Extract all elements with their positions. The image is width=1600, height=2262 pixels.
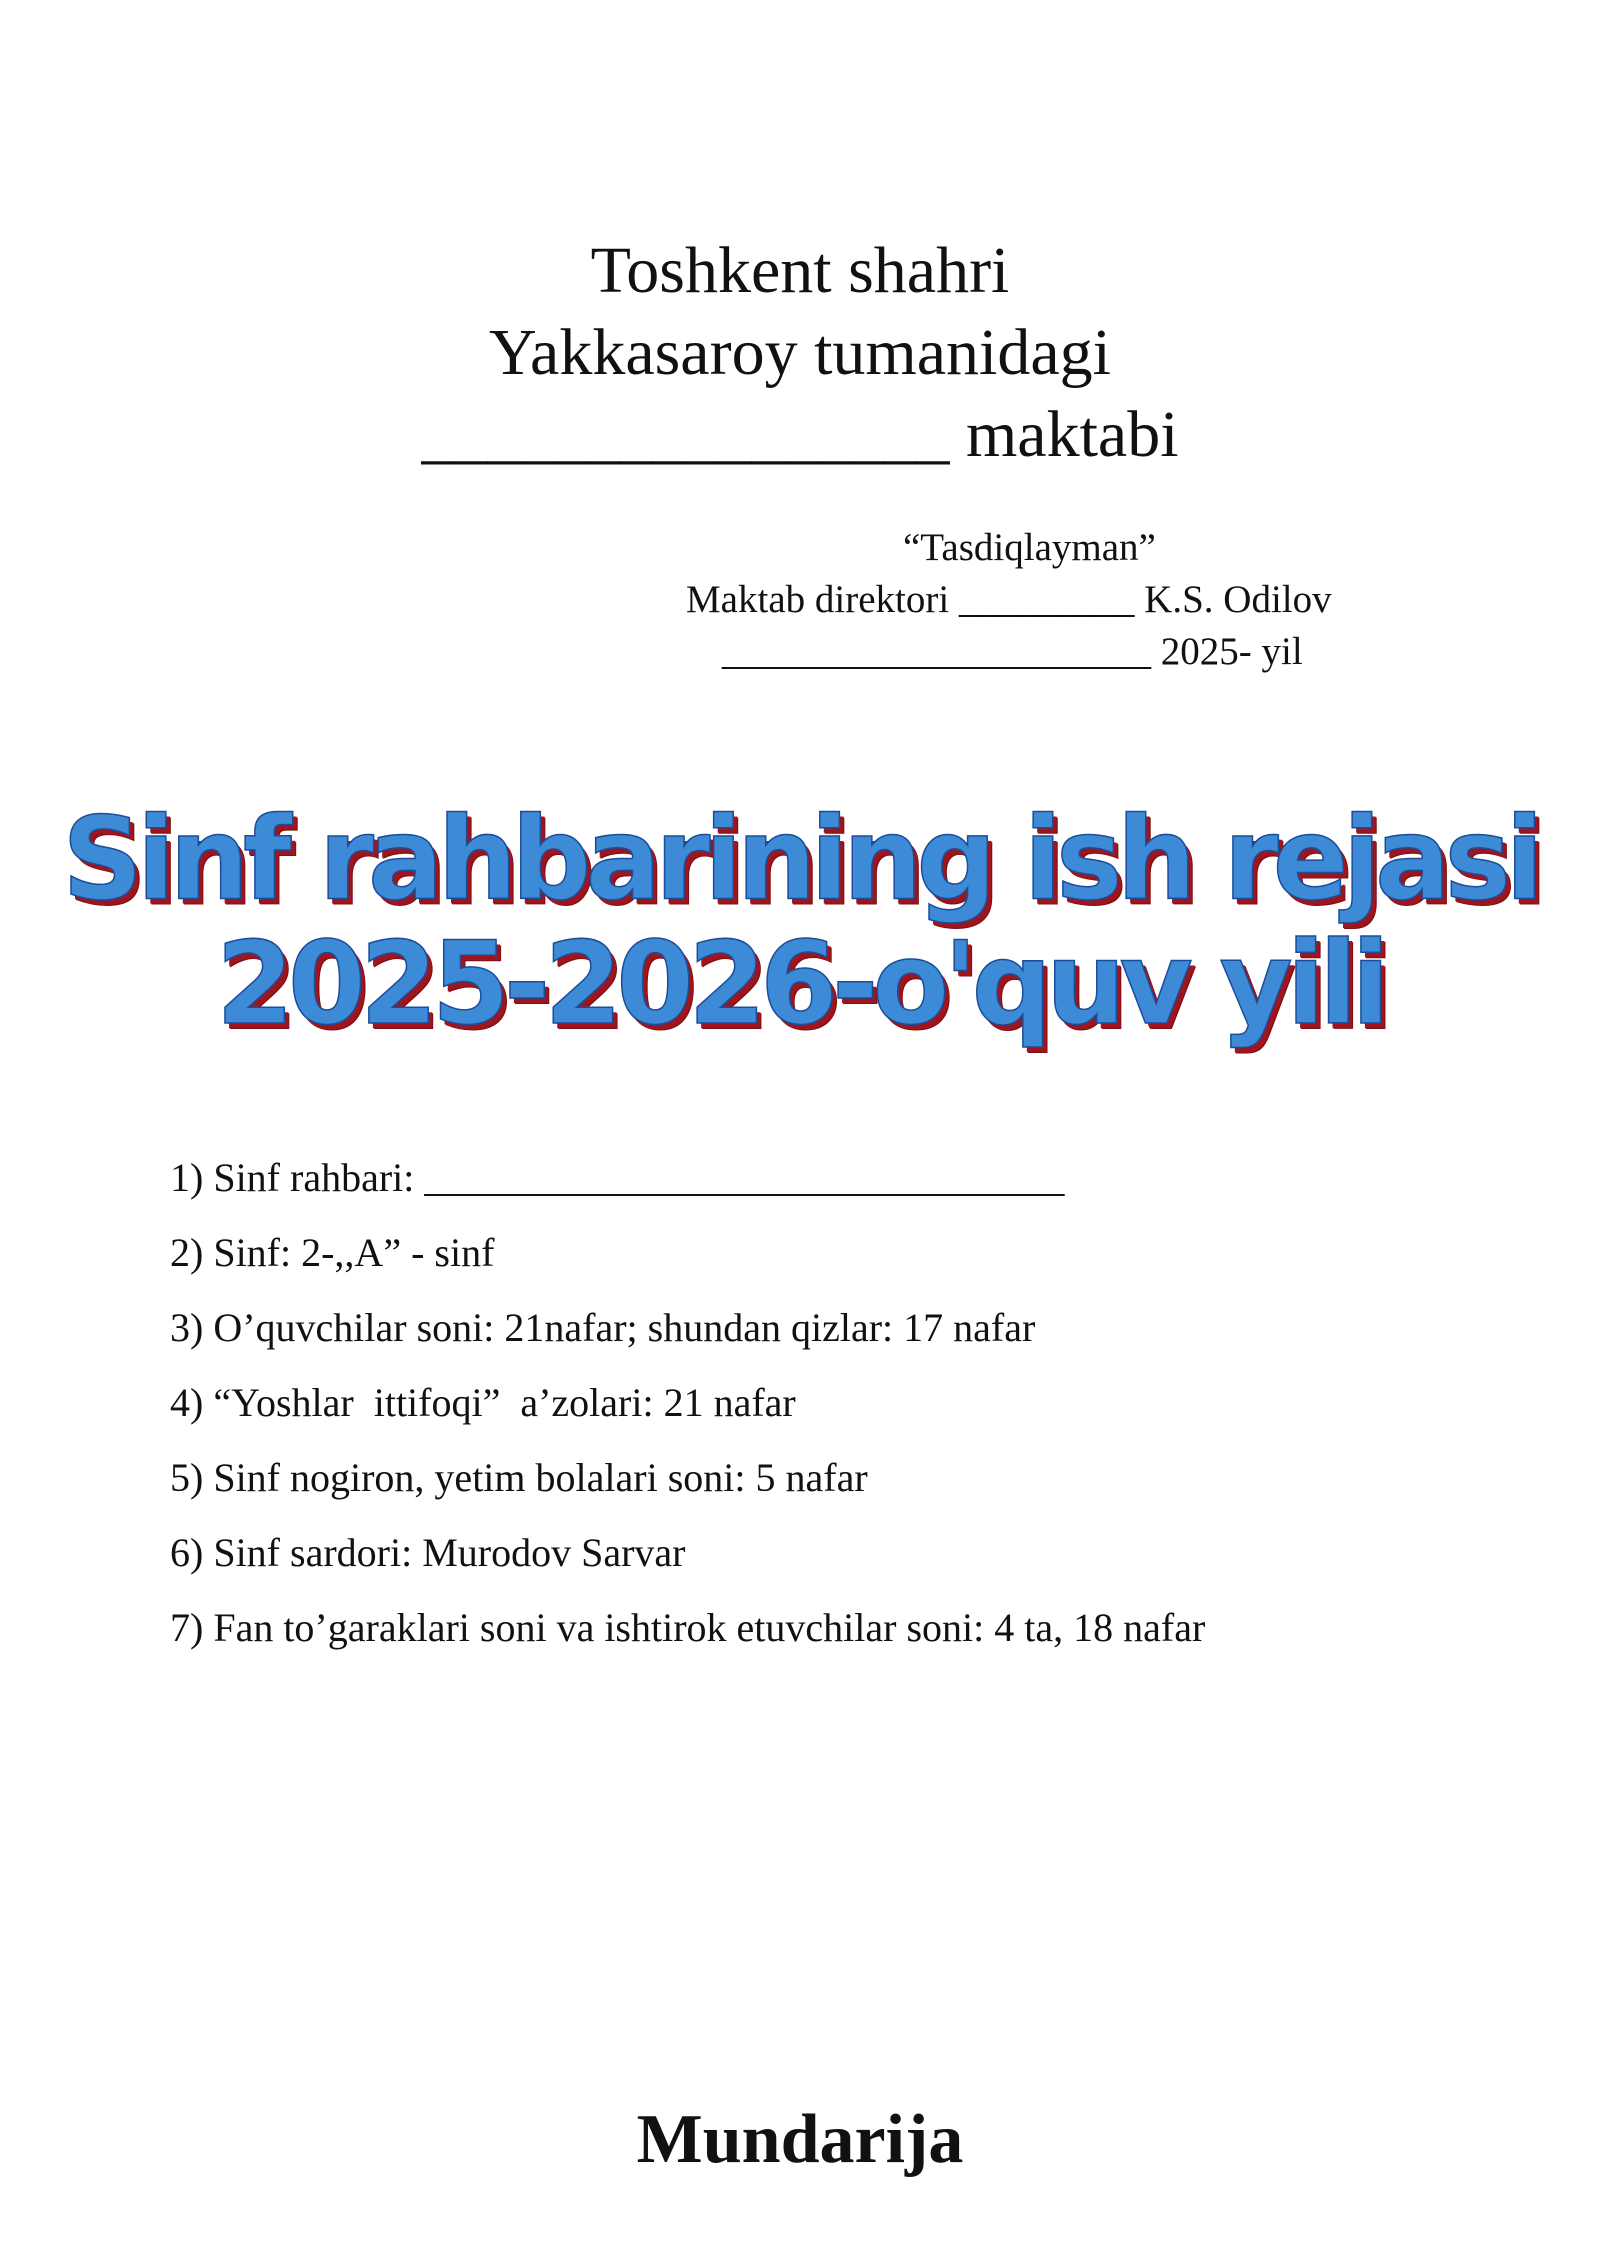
header-school: ________________ maktabi [421, 398, 1179, 471]
info-item-class: 2) Sinf: 2-,,A” - sinf [170, 1230, 495, 1275]
info-item-disabled-orphans: 5) Sinf nogiron, yetim bolalari soni: 5 nafar [170, 1455, 868, 1500]
contents-heading: Mundarija [636, 2101, 964, 2178]
header-city: Toshkent shahri [590, 234, 1010, 307]
info-item-clubs: 7) Fan to’garaklari soni va ishtirok etuvchilar soni: 4 ta, 18 nafar [170, 1605, 1206, 1650]
class-info-list [170, 1140, 1470, 1665]
school-header [0, 230, 1600, 476]
header-district: Yakkasaroy tumanidagi [488, 316, 1112, 389]
approval-director: Maktab direktori _________ K.S. Odilov [686, 578, 1332, 621]
info-item-youth-union: 4) “Yoshlar ittifoqi” a’zolari: 21 nafar [170, 1380, 796, 1425]
info-item-class-leader: 6) Sinf sardori: Murodov Sarvar [170, 1530, 686, 1575]
document-title [0, 793, 1600, 1051]
approval-block [640, 522, 1440, 678]
info-item-class-teacher: 1) Sinf rahbari: ________________________________ [170, 1155, 1065, 1200]
approval-date: ______________________ 2025- yil [722, 630, 1303, 673]
approval-title: “Tasdiqlayman” [903, 526, 1156, 569]
document-title-line-2: 2025-2026-o'quv yili [216, 917, 1384, 1051]
info-item-students-count: 3) O’quvchilar soni: 21nafar; shundan qizlar: 17 nafar [170, 1305, 1036, 1350]
document-title-line-1: Sinf rahbarining ish rejasi [62, 793, 1538, 927]
